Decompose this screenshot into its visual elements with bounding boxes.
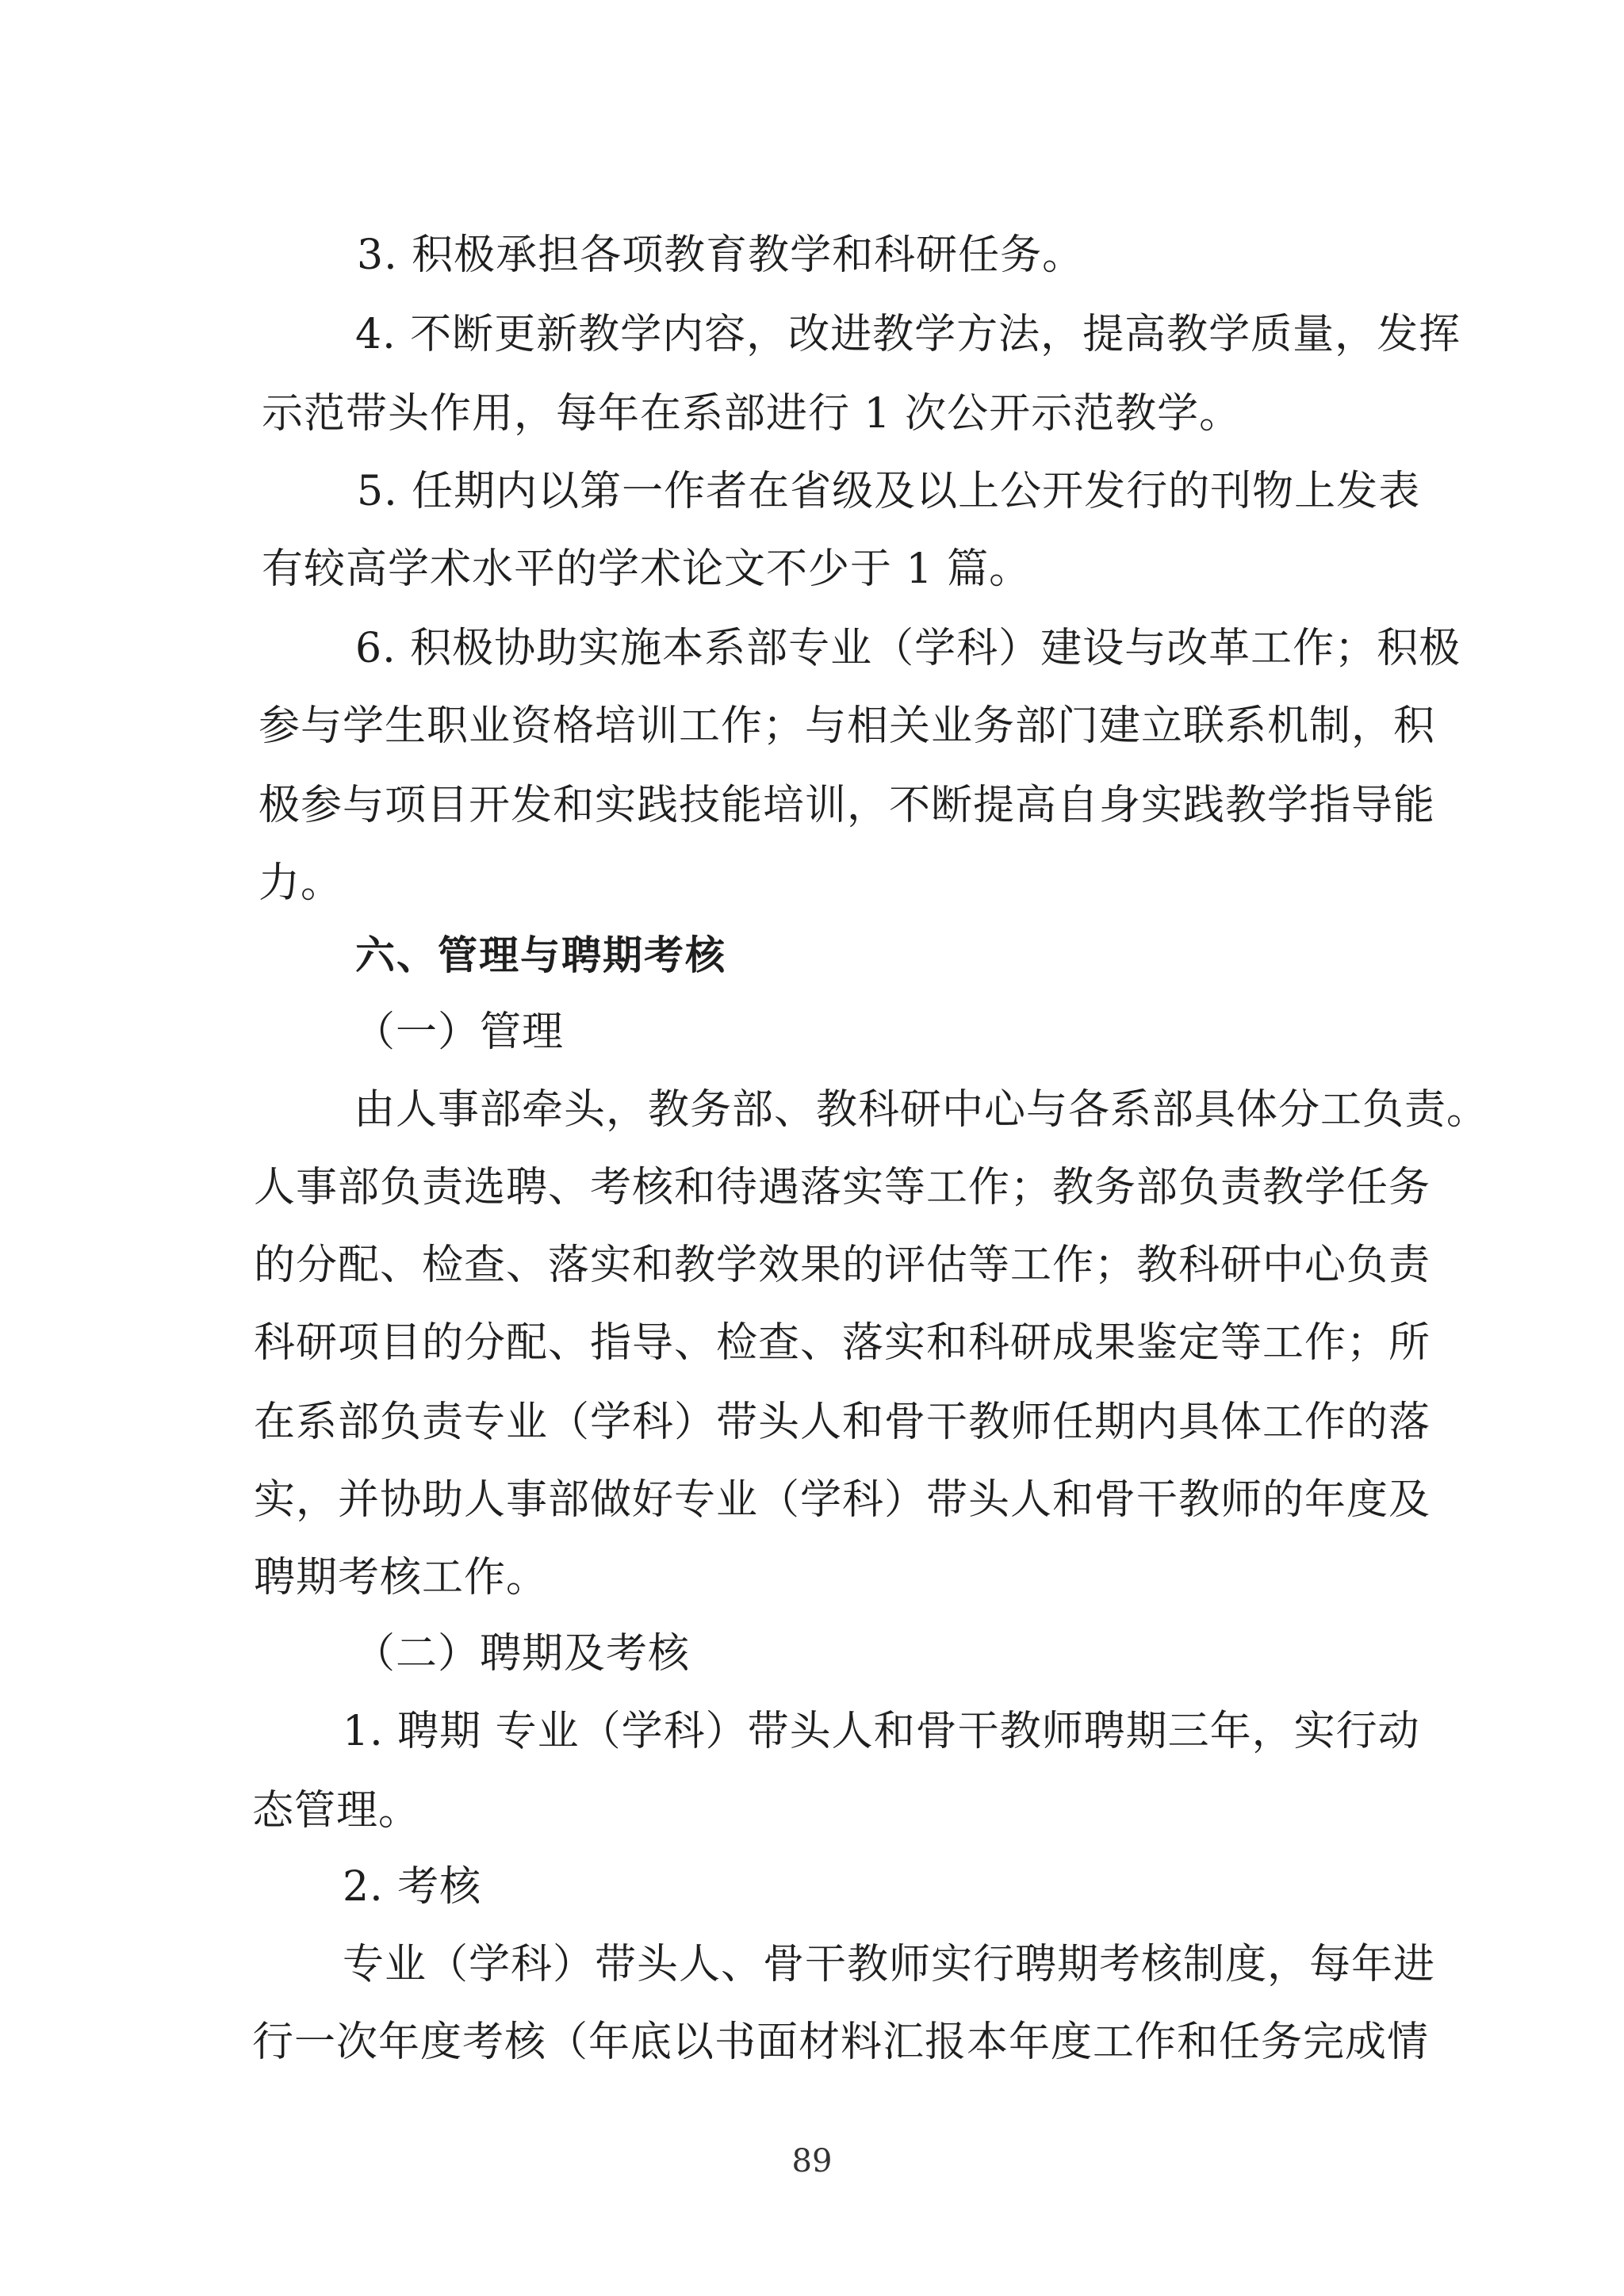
paragraph-line: 极参与项目开发和实践技能培训，不断提高自身实践教学指导能 xyxy=(259,782,1436,829)
paragraph-line: 1. 聘期 专业（学科）带头人和骨干教师聘期三年，实行动 xyxy=(343,1708,1420,1755)
section-heading: 六、管理与聘期考核 xyxy=(355,932,726,978)
paragraph-line: 专业（学科）带头人、骨干教师实行聘期考核制度，每年进 xyxy=(343,1941,1436,1988)
subsection-heading: （一）管理 xyxy=(354,1008,565,1056)
paragraph-line: 5. 任期内以第一作者在省级及以上公开发行的刊物上发表 xyxy=(357,468,1421,515)
paragraph-line: 的分配、检查、落实和教学效果的评估等工作；教科研中心负责 xyxy=(254,1242,1431,1289)
paragraph-line: 实，并协助人事部做好专业（学科）带头人和骨干教师的年度及 xyxy=(254,1476,1431,1524)
paragraph-line: 2. 考核 xyxy=(343,1863,482,1911)
paragraph-line: 参与学生职业资格培训工作；与相关业务部门建立联系机制，积 xyxy=(259,702,1436,750)
paragraph-line: 科研项目的分配、指导、检查、落实和科研成果鉴定等工作；所 xyxy=(254,1319,1431,1367)
paragraph-line: 在系部负责专业（学科）带头人和骨干教师任期内具体工作的落 xyxy=(254,1399,1431,1446)
paragraph-line: 人事部负责选聘、考核和待遇落实等工作；教务部负责教学任务 xyxy=(254,1164,1431,1211)
page-number: 89 xyxy=(791,2143,833,2179)
paragraph-line: 示范带头作用，每年在系部进行 1 次公开示范教学。 xyxy=(262,390,1242,438)
paragraph-line: 聘期考核工作。 xyxy=(254,1554,549,1601)
paragraph-line: 4. 不断更新教学内容，改进教学方法，提高教学质量，发挥 xyxy=(355,311,1461,358)
paragraph-line: 态管理。 xyxy=(252,1787,421,1835)
subsection-heading: （二）聘期及考核 xyxy=(354,1630,691,1678)
paragraph-line: 3. 积极承担各项教育教学和科研任务。 xyxy=(357,232,1085,279)
paragraph-line: 由人事部牵头，教务部、教科研中心与各系部具体分工负责。 xyxy=(354,1086,1489,1134)
paragraph-line: 力。 xyxy=(259,859,343,907)
paragraph-line: 有较高学术水平的学术论文不少于 1 篇。 xyxy=(262,545,1032,593)
paragraph-line: 6. 积极协助实施本系部专业（学科）建设与改革工作；积极 xyxy=(355,625,1461,672)
paragraph-line: 行一次年度考核（年底以书面材料汇报本年度工作和任务完成情 xyxy=(252,2019,1430,2066)
